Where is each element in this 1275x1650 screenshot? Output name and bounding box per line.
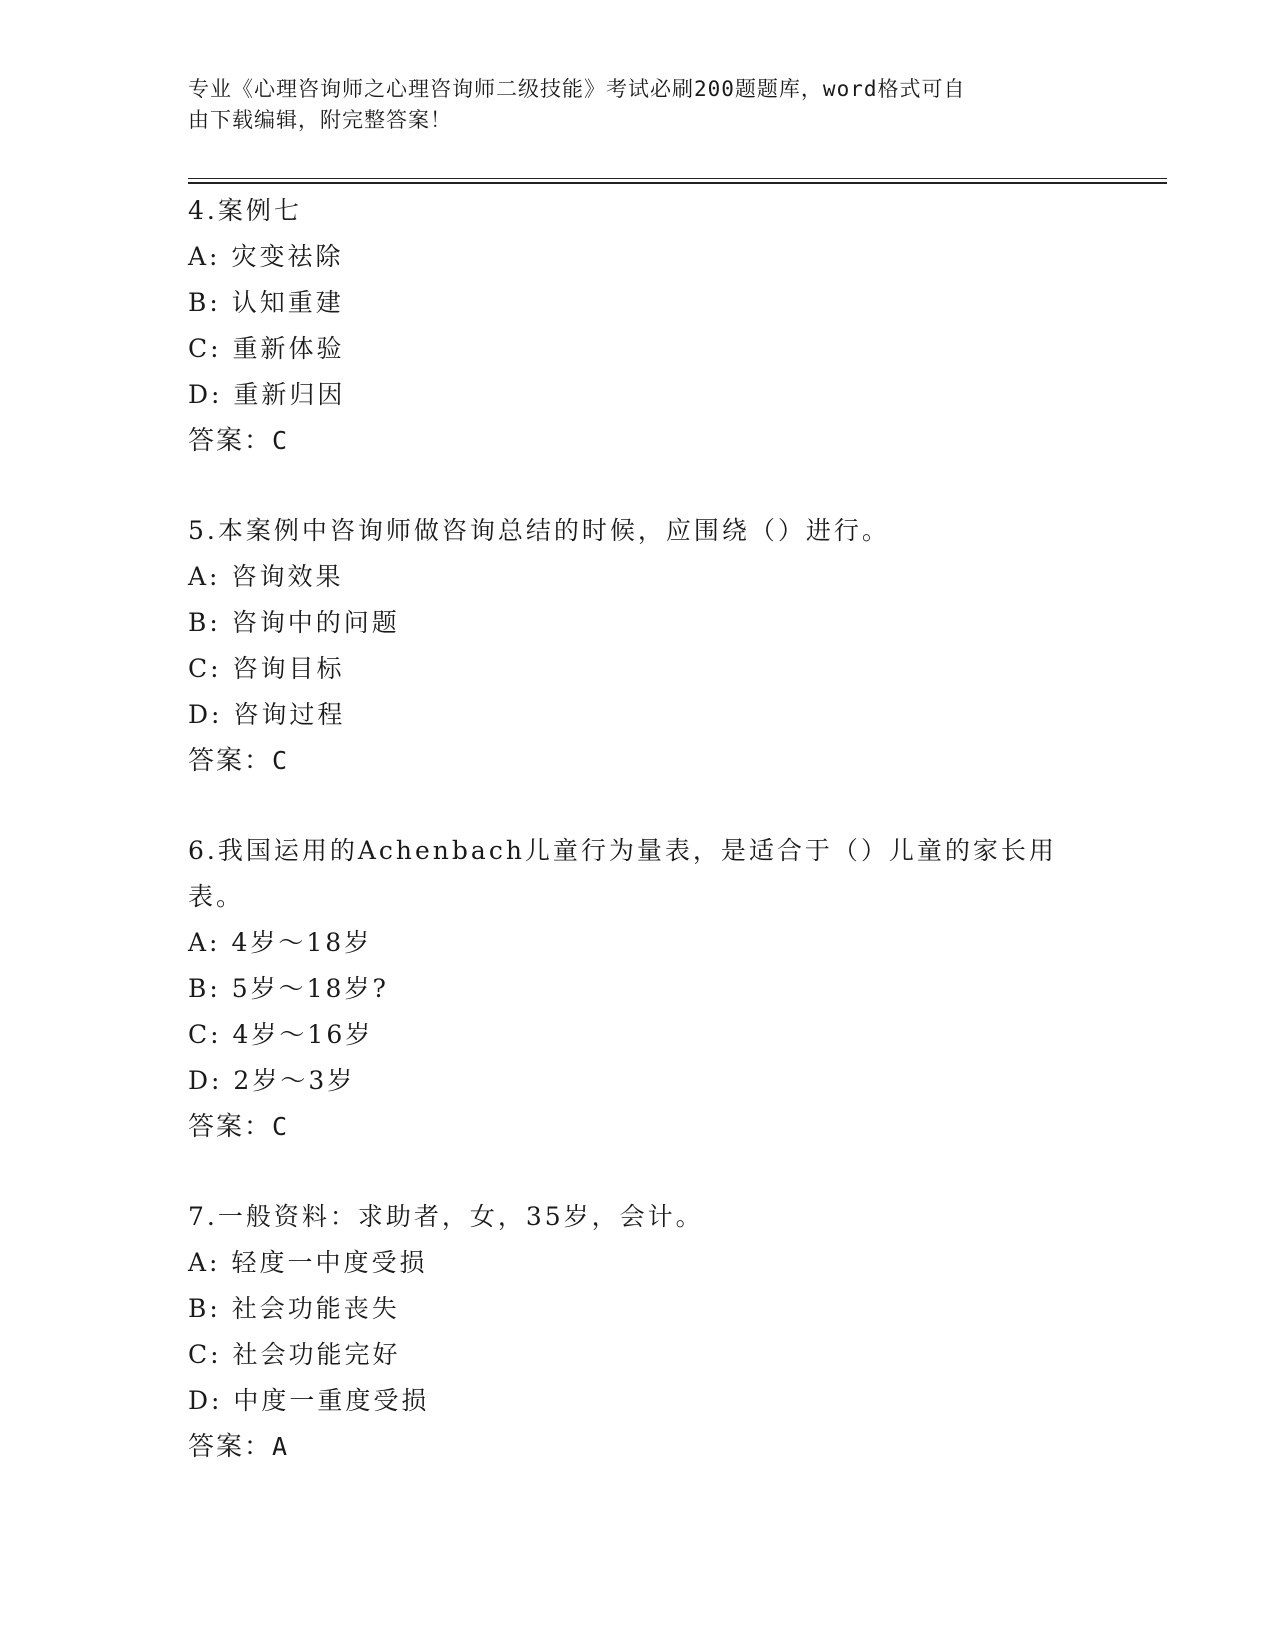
question-list (188, 188, 1068, 1514)
option-label: B: (188, 608, 221, 637)
option-text: 灾变祛除 (231, 242, 344, 271)
option-text: 咨询过程 (233, 700, 346, 729)
question-stem: 7.一般资料：求助者，女，35岁，会计。 (188, 1202, 704, 1231)
option-label: D: (188, 700, 223, 729)
option-a (188, 1240, 1068, 1286)
answer-value: A (272, 1432, 290, 1461)
option-label: A: (188, 1248, 221, 1277)
option-text: 重新归因 (233, 380, 346, 409)
option-label: D: (188, 380, 223, 409)
option-text: 4岁～18岁 (231, 928, 373, 957)
option-c (188, 1012, 1068, 1058)
option-label: D: (188, 1386, 223, 1415)
option-text: 咨询中的问题 (231, 608, 400, 637)
question-5 (188, 508, 1068, 784)
option-a (188, 554, 1068, 600)
option-label: C: (188, 654, 222, 683)
answer-line (188, 1424, 1068, 1470)
question-6 (188, 828, 1068, 1150)
option-b (188, 280, 1068, 326)
header-divider-thin (188, 178, 1167, 179)
option-text: 咨询效果 (231, 562, 344, 591)
header-divider-thick (188, 182, 1167, 184)
option-a (188, 234, 1068, 280)
option-d (188, 1058, 1068, 1104)
option-label: C: (188, 334, 222, 363)
option-d (188, 692, 1068, 738)
option-c (188, 646, 1068, 692)
option-d (188, 1378, 1068, 1424)
option-c (188, 326, 1068, 372)
option-text: 重新体验 (232, 334, 345, 363)
option-text: 2岁～3岁 (233, 1066, 356, 1095)
option-text: 中度一重度受损 (233, 1386, 430, 1415)
answer-value: C (272, 426, 290, 455)
document-header (188, 74, 1068, 136)
answer-value: C (272, 1112, 290, 1141)
option-text: 轻度一中度受损 (231, 1248, 428, 1277)
option-text: 社会功能丧失 (231, 1294, 400, 1323)
question-stem: 6.我国运用的Achenbach儿童行为量表，是适合于（）儿童的家长用表。 (188, 836, 1057, 911)
option-text: 认知重建 (231, 288, 344, 317)
option-label: D: (188, 1066, 223, 1095)
answer-label: 答案： (188, 746, 273, 776)
option-b (188, 966, 1068, 1012)
option-a (188, 920, 1068, 966)
option-b (188, 1286, 1068, 1332)
option-label: C: (188, 1020, 222, 1049)
question-stem: 4.案例七 (188, 196, 302, 225)
question-4 (188, 188, 1068, 464)
option-d (188, 372, 1068, 418)
question-7 (188, 1194, 1068, 1470)
option-text: 5岁～18岁? (231, 974, 389, 1003)
option-label: A: (188, 928, 221, 957)
option-text: 社会功能完好 (232, 1340, 401, 1369)
answer-label: 答案： (188, 1112, 273, 1142)
option-label: A: (188, 242, 221, 271)
answer-line (188, 1104, 1068, 1150)
option-c (188, 1332, 1068, 1378)
option-label: B: (188, 288, 221, 317)
header-line-2: 由下载编辑，附完整答案！ (188, 108, 452, 132)
option-text: 咨询目标 (232, 654, 345, 683)
answer-line (188, 738, 1068, 784)
answer-line (188, 418, 1068, 464)
option-b (188, 600, 1068, 646)
option-label: A: (188, 562, 221, 591)
answer-label: 答案： (188, 426, 273, 456)
answer-label: 答案： (188, 1432, 273, 1462)
answer-value: C (272, 746, 290, 775)
option-label: C: (188, 1340, 222, 1369)
question-stem: 5.本案例中咨询师做咨询总结的时候，应围绕（）进行。 (188, 516, 890, 545)
option-label: B: (188, 974, 221, 1003)
header-line-1: 专业《心理咨询师之心理咨询师二级技能》考试必刷200题题库，word格式可自 (188, 77, 966, 101)
option-label: B: (188, 1294, 221, 1323)
option-text: 4岁～16岁 (232, 1020, 374, 1049)
